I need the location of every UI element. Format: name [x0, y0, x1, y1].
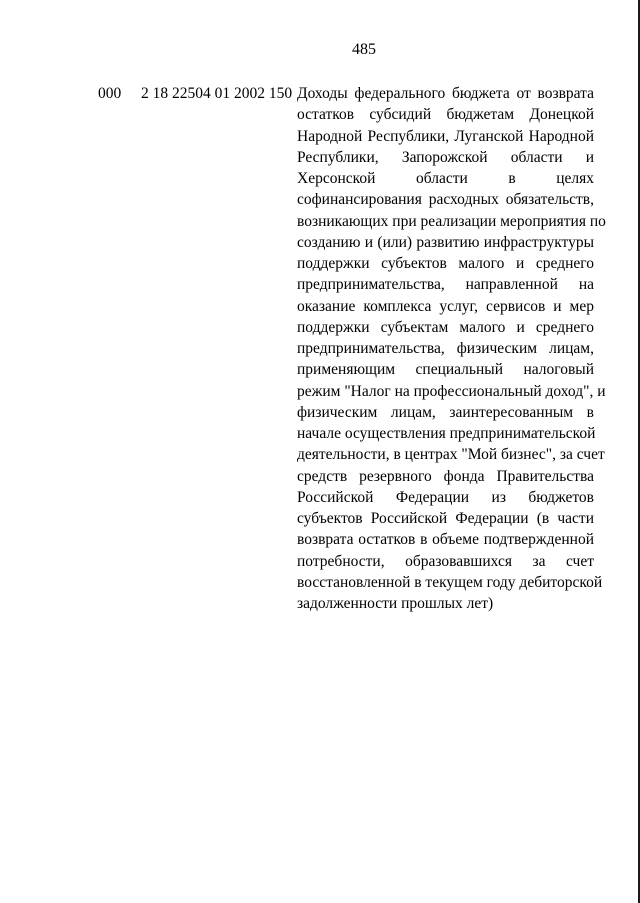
description-line: применяющим специальный налоговый: [297, 361, 594, 379]
description-line: софинансирования расходных обязательств,: [297, 191, 594, 209]
description-line: физическим лицам, заинтересованным в: [297, 403, 594, 421]
description-line: режим "Налог на профессиональный доход", и: [297, 382, 606, 400]
description-line: Народной Республики, Луганской Народной: [297, 127, 594, 145]
page-number: 485: [352, 41, 376, 58]
description-line: возникающих при реализации мероприятия по: [297, 212, 606, 230]
description-line: субъектов Российской Федерации (в части: [297, 510, 594, 527]
description-line: Доходы федерального бюджета от возврата: [297, 85, 594, 102]
description-line: средств резервного фонда Правительства: [297, 467, 594, 485]
description-line: поддержки субъектов малого и среднего: [297, 255, 594, 272]
admin-code: 000: [98, 85, 122, 102]
description-line: Российской Федерации из бюджетов: [297, 488, 594, 506]
description-line: оказание комплекса услуг, сервисов и мер: [297, 297, 594, 315]
budget-classification-code: 2 18 22504 01 2002 150: [141, 85, 293, 102]
description-line: возврата остатков в объеме подтвержденной: [297, 531, 594, 549]
description-line: Херсонской области в целях: [297, 170, 594, 187]
description-line: предпринимательства, направленной на: [297, 276, 594, 294]
description-line: Республики, Запорожской области и: [297, 148, 594, 166]
income-description: [297, 83, 606, 614]
description-line: поддержки субъектам малого и среднего: [297, 318, 594, 336]
description-line: предпринимательства, физическим лицам,: [297, 340, 594, 357]
description-line: деятельности, в центрах "Мой бизнес", за счет: [297, 446, 605, 464]
description-line: восстановленной в текущем году дебиторской: [297, 573, 603, 591]
description-line: задолженности прошлых лет): [297, 595, 494, 612]
description-line: потребности, образовавшихся за счет: [297, 552, 594, 570]
description-line: начале осуществления предпринимательской: [297, 425, 596, 442]
description-line: созданию и (или) развитию инфраструктуры: [297, 233, 594, 251]
description-line: остатков субсидий бюджетам Донецкой: [297, 106, 594, 124]
